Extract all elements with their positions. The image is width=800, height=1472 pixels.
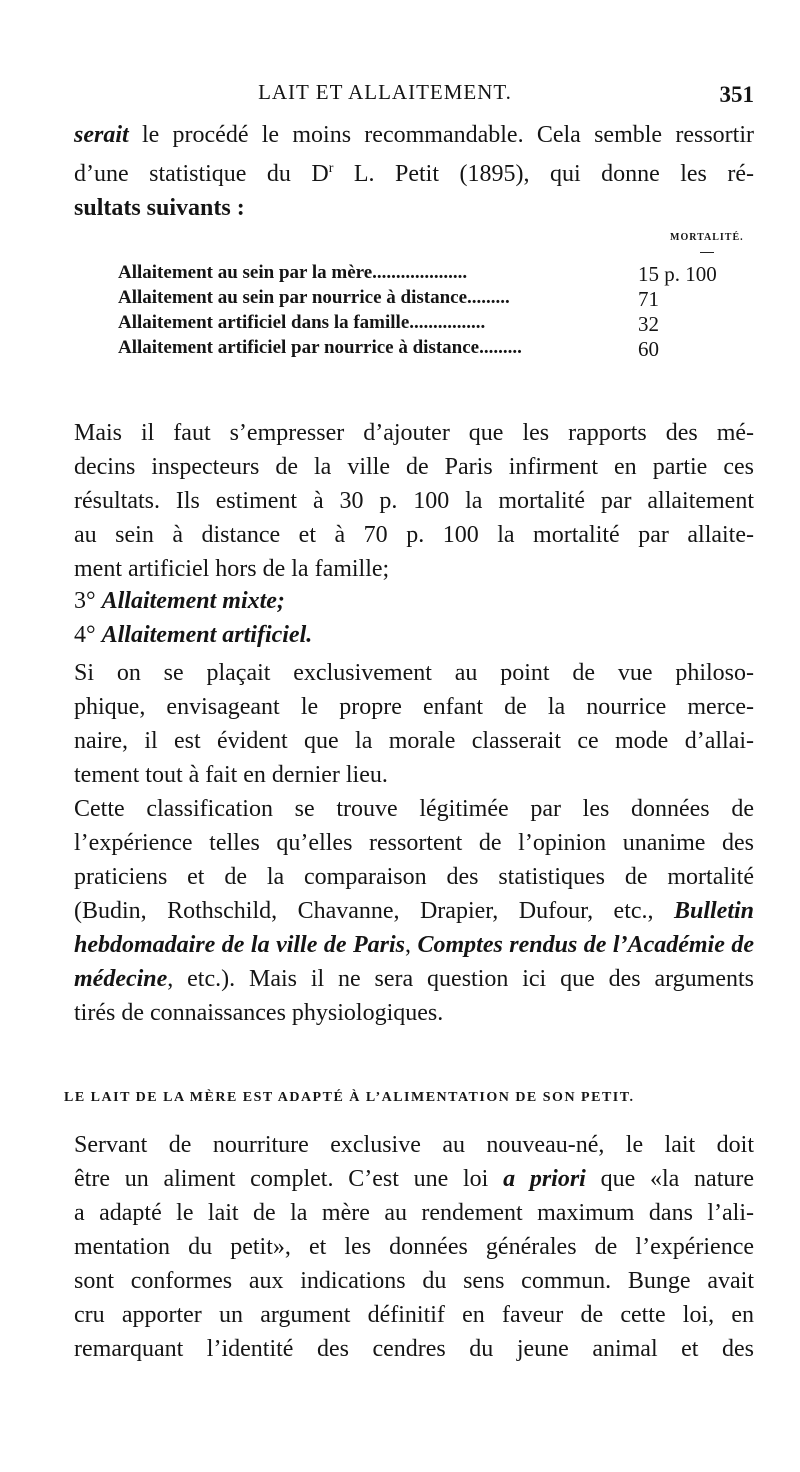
mortality-table: [118, 262, 758, 362]
list-number: 3°: [74, 588, 96, 614]
text-line: tirés de connaissances physiologiques.: [74, 1000, 444, 1026]
list-item-3: [74, 588, 285, 615]
text-line: decins inspecteurs de la ville de Paris infirment en partie ces: [74, 454, 754, 480]
text-line: Servant de nourriture exclusive au nouveau-né, le lait doit: [74, 1132, 754, 1158]
row-value: 15 p. 100: [638, 262, 717, 286]
row-value: 60: [638, 337, 659, 361]
row-value: 32: [638, 312, 659, 336]
text-line: naire, il est évident que la morale classerait ce mode d’allai-: [74, 728, 754, 754]
page-number: 351: [719, 82, 754, 107]
text-line: Cette classification se trouve légitimée par les données de: [74, 796, 754, 822]
intro-line-1: serait le procédé le moins recommandable. Cela semble ressortir: [74, 122, 754, 148]
paragraph-cette: [74, 792, 754, 1030]
text-line: médecine, etc.). Mais il ne sera question ici que des arguments: [74, 966, 754, 992]
text-line: praticiens et de la comparaison des statistiques de mortalité: [74, 864, 754, 890]
text-line: tement tout à fait en dernier lieu.: [74, 762, 388, 788]
paragraph-si: [74, 656, 754, 792]
intro-line-2: d’une statistique du $D^r$ L. Petit (1895), qui donne les ré-: [74, 161, 754, 187]
list-text: Allaitement mixte;: [101, 588, 285, 614]
table-row: [118, 287, 758, 312]
running-head: [60, 80, 760, 110]
row-label: Allaitement au sein par nourrice à distance.........: [118, 287, 510, 308]
list-text: Allaitement artificiel.: [101, 622, 313, 648]
section-heading: LE LAIT DE LA MÈRE EST ADAPTÉ À L’ALIMENTATION DE SON PETIT.: [64, 1090, 635, 1105]
list-number: 4°: [74, 622, 96, 648]
running-title: LAIT ET ALLAITEMENT.: [258, 80, 512, 104]
text-line: (Budin, Rothschild, Chavanne, Drapier, Dufour, etc., Bulletin: [74, 898, 754, 924]
text-line: Si on se plaçait exclusivement au point de vue philoso-: [74, 660, 754, 686]
text-line: sont conformes aux indications du sens commun. Bunge avait: [74, 1268, 754, 1294]
list-item-4: [74, 622, 312, 649]
table-row: [118, 337, 758, 362]
text-line: au sein à distance et à 70 p. 100 la mortalité par allaite-: [74, 522, 754, 548]
mortality-header-rule: [700, 252, 714, 253]
row-label: Allaitement artificiel dans la famille................: [118, 312, 486, 333]
row-label: Allaitement artificiel par nourrice à distance.........: [118, 337, 522, 358]
text-line: résultats. Ils estiment à 30 p. 100 la mortalité par allaitement: [74, 488, 754, 514]
text-line: l’expérience telles qu’elles ressortent de l’opinion unanime des: [74, 830, 754, 856]
table-row: [118, 312, 758, 337]
text-line: remarquant l’identité des cendres du jeune animal et des: [74, 1336, 754, 1362]
intro-paragraph: [74, 118, 754, 225]
intro-line-3: sultats suivants :: [74, 195, 245, 221]
text-line: cru apporter un argument définitif en faveur de cette loi, en: [74, 1302, 754, 1328]
paragraph-mais: [74, 416, 754, 586]
text-line: phique, envisageant le propre enfant de la nourrice merce-: [74, 694, 754, 720]
text-line: mentation du petit», et les données générales de l’expérience: [74, 1234, 754, 1260]
text-line: a adapté le lait de la mère au rendement maximum dans l’ali-: [74, 1200, 754, 1226]
text-line: hebdomadaire de la ville de Paris, Comptes rendus de l’Académie de: [74, 932, 754, 958]
paragraph-servant: [74, 1128, 754, 1366]
table-row: [118, 262, 758, 287]
text-line: Mais il faut s’empresser d’ajouter que les rapports des mé-: [74, 420, 754, 446]
mortality-column-header: MORTALITÉ.: [670, 232, 744, 243]
text-line: être un aliment complet. C’est une loi a priori que «la nature: [74, 1166, 755, 1192]
text-line: ment artificiel hors de la famille;: [74, 556, 390, 582]
row-label: Allaitement au sein par la mère....................: [118, 262, 468, 283]
row-value: 71: [638, 287, 659, 311]
